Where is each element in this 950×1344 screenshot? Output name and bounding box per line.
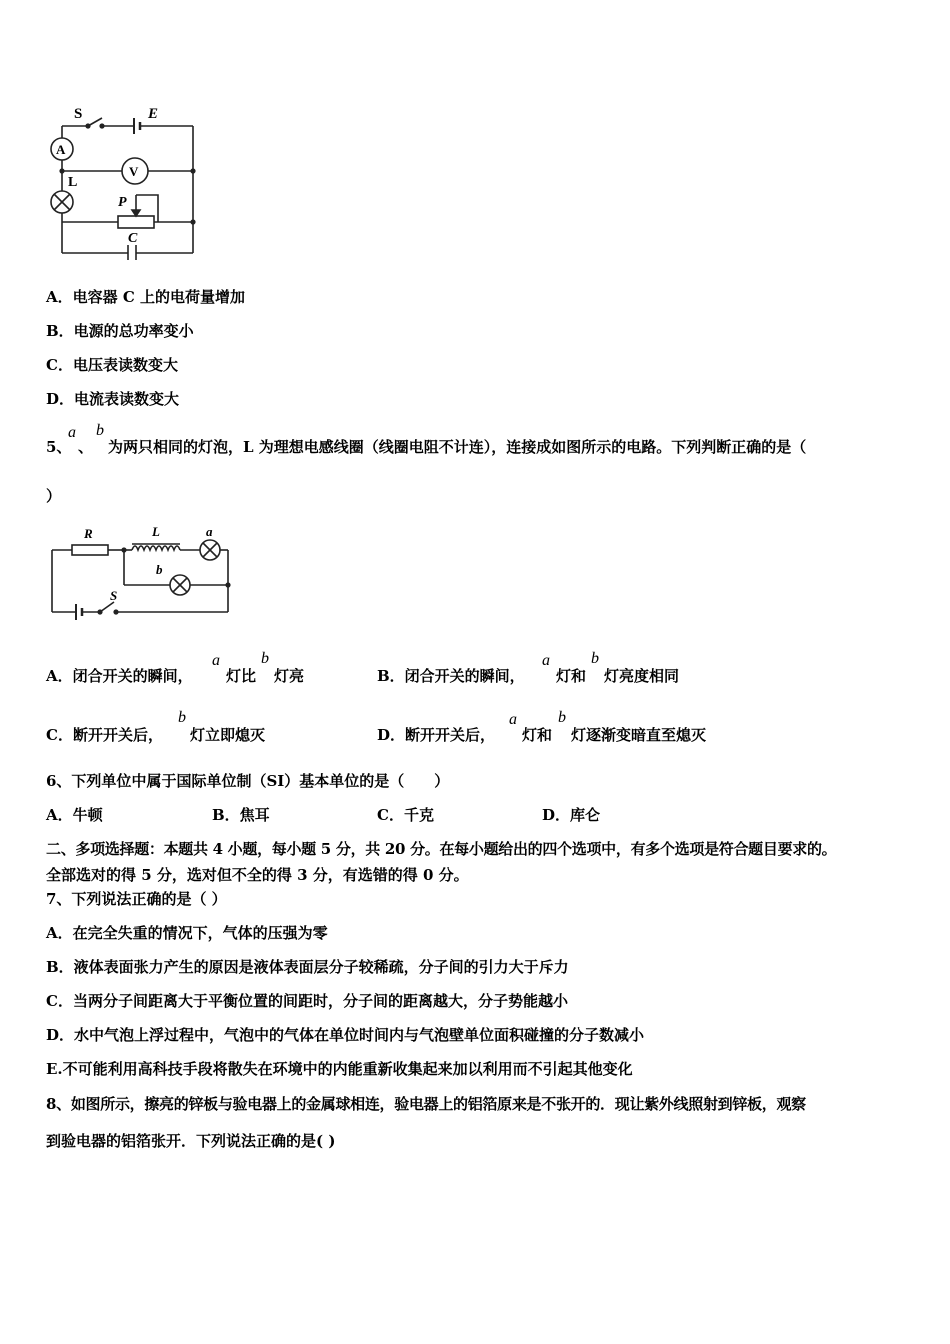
- q5-circuit-diagram: [44, 520, 234, 620]
- q4-option-b: B．电源的总功率变小: [46, 322, 194, 340]
- q4-option-c: C．电压表读数变大: [46, 356, 178, 374]
- q5-option-a-post: 灯亮: [274, 667, 305, 685]
- q4-label-c: C: [128, 231, 138, 246]
- q5-separator: 、: [78, 438, 94, 456]
- q4-circuit-diagram: [40, 98, 210, 260]
- q4-label-v: V: [129, 164, 139, 179]
- q4-label-s: S: [74, 106, 83, 122]
- q6-stem: 6、下列单位中属于国际单位制（SI）基本单位的是（ ）: [46, 772, 450, 790]
- q5-label-b: b: [156, 562, 163, 577]
- q4-option-d: D．电流表读数变大: [46, 390, 180, 408]
- q8-stem-line2: 到验电器的铝箔张开．下列说法正确的是( ): [46, 1132, 336, 1150]
- q5-option-c-sym-b: b: [178, 709, 186, 726]
- q5-option-d-sym-b: b: [558, 709, 566, 726]
- q5-option-a-sym-a: a: [212, 652, 220, 669]
- q7-option-d: D．水中气泡上浮过程中，气泡中的气体在单位时间内与气泡壁单位面积碰撞的分子数减小: [46, 1026, 645, 1044]
- q4-option-a: A．电容器 C 上的电荷量增加: [46, 288, 246, 306]
- q5-option-d-mid: 灯和: [522, 726, 553, 744]
- q5-option-b-sym-b: b: [591, 650, 599, 667]
- q6-option-d: D．库仑: [542, 806, 601, 824]
- q5-option-a-mid: 灯比: [226, 667, 257, 685]
- q5-stem: 为两只相同的灯泡，L 为理想电感线圈（线圈电阻不计连），连接成如图所示的电路。下列判断正确的是（: [108, 438, 807, 456]
- q5-option-c-prefix: C．断开开关后，: [46, 726, 163, 744]
- q5-option-c-post: 灯立即熄灭: [190, 726, 266, 744]
- q5-label-l: L: [152, 524, 160, 539]
- q6-option-b: B．焦耳: [212, 806, 270, 824]
- q5-option-a-prefix: A．闭合开关的瞬间，: [46, 667, 193, 685]
- q6-option-a: A．牛顿: [46, 806, 103, 824]
- q5-option-d-post: 灯逐渐变暗直至熄灭: [571, 726, 707, 744]
- q7-option-b: B．液体表面张力产生的原因是液体表面层分子较稀疏，分子间的引力大于斥力: [46, 958, 569, 976]
- q5-option-b-mid: 灯和: [556, 667, 587, 685]
- q5-option-d-prefix: D．断开开关后，: [377, 726, 496, 744]
- q5-number: 5、: [46, 438, 72, 456]
- q4-label-l: L: [68, 175, 78, 190]
- section2-instructions-line2: 全部选对的得 5 分，选对但不全的得 3 分，有选错的得 0 分。: [46, 866, 469, 884]
- q5-label-s: S: [110, 588, 118, 603]
- section2-instructions-line1: 二、多项选择题：本题共 4 小题，每小题 5 分，共 20 分。在每小题给出的四个选项中，有多个选项是符合题目要求的。: [46, 840, 837, 858]
- q5-option-b-post: 灯亮度相同: [604, 667, 680, 685]
- q5-label-r: R: [84, 526, 93, 541]
- q8-stem-line1: 8、如图所示，擦亮的锌板与验电器上的金属球相连，验电器上的铝箔原来是不张开的．现让紫外线照射到锌板，观察: [46, 1095, 806, 1113]
- q5-option-a-sym-b: b: [261, 650, 269, 667]
- q5-symbol-a: a: [68, 424, 76, 441]
- q4-label-a: A: [56, 142, 66, 157]
- q5-label-a: a: [206, 524, 213, 539]
- q7-option-c: C．当两分子间距离大于平衡位置的间距时，分子间的距离越大，分子势能越小: [46, 992, 568, 1010]
- q5-option-b-sym-a: a: [542, 652, 550, 669]
- q7-stem: 7、下列说法正确的是（ ）: [46, 890, 227, 908]
- q7-option-e: E.不可能利用高科技手段将散失在环境中的内能重新收集起来加以利用而不引起其他变化: [46, 1060, 633, 1078]
- q4-label-e: E: [148, 106, 159, 122]
- q4-label-p: P: [118, 195, 127, 210]
- q6-option-c: C．千克: [377, 806, 434, 824]
- q5-stem-end: ）: [46, 487, 62, 505]
- q5-symbol-b: b: [96, 422, 104, 439]
- q5-option-d-sym-a: a: [509, 711, 517, 728]
- q5-option-b-prefix: B．闭合开关的瞬间，: [377, 667, 525, 685]
- q7-option-a: A．在完全失重的情况下，气体的压强为零: [46, 924, 328, 942]
